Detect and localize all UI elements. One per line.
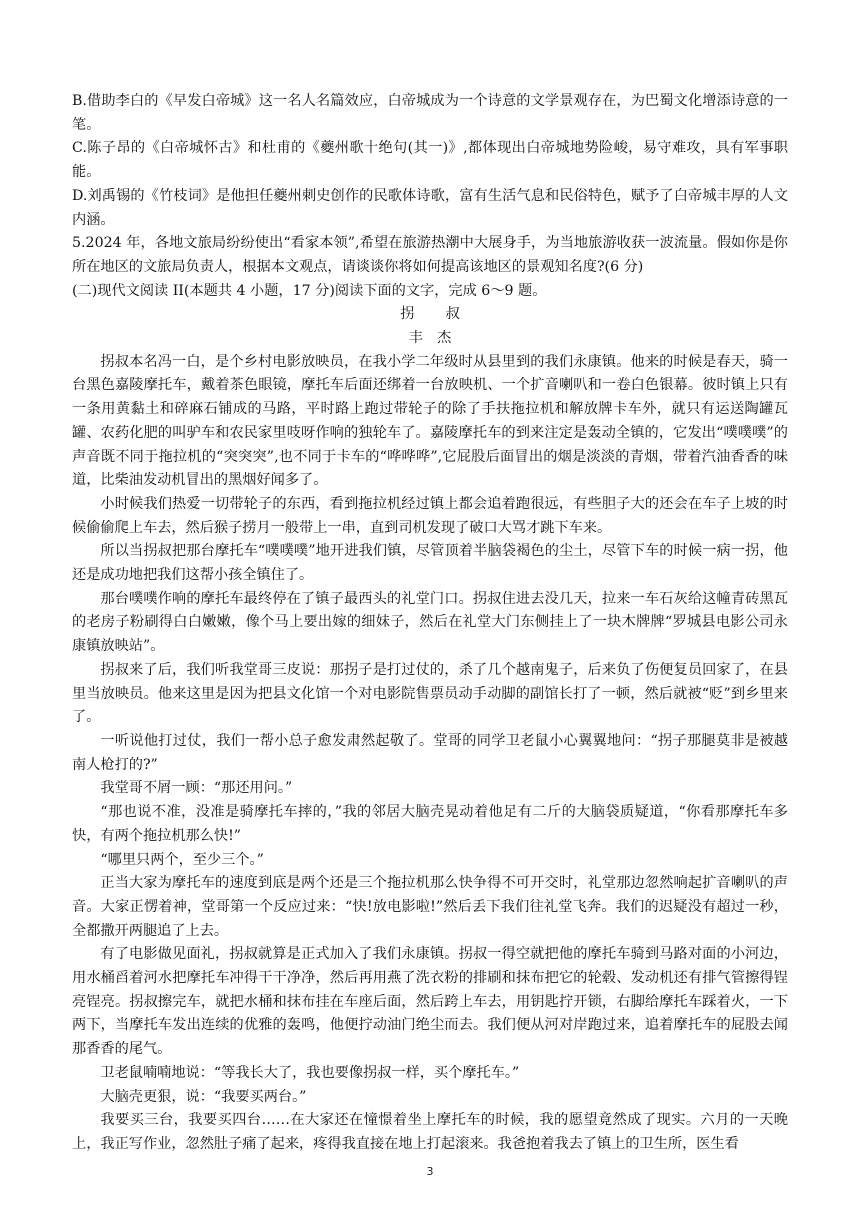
page-number: 3	[426, 1165, 434, 1178]
article-paragraph: 拐叔来了后，我们听我堂哥三皮说：那拐子是打过仗的，杀了几个越南鬼子，后来负了伤便复员回家了，在县里当放映员。他来这里是因为把县文化馆一个对电影院售票员动手动脚的副馆长打了一顿，然后就被“贬”到乡里来了。	[72, 661, 788, 726]
article-author: 丰杰	[408, 330, 466, 347]
article-paragraph: 小时候我们热爱一切带轮子的东西，看到拖拉机经过镇上都会追着跑很远，有些胆子大的还会在车子上坡的时候偷偷爬上车去，然后猴子捞月一般带上一串，直到司机发现了破口大骂才跳下车来。	[72, 495, 788, 536]
article-paragraph: 拐叔本名冯一白，是个乡村电影放映员，在我小学二年级时从县里到的我们永康镇。他来的时候是春天，骑一台黑色嘉陵摩托车，戴着茶色眼镜，摩托车后面还绑着一台放映机、一个扩音喇叭和一卷白色银幕。彼时镇上只有一条用黄黏土和碎麻石铺成的马路，平时路上跑过带轮子的除了手扶拖拉机和解放牌卡车外，就只有运送陶罐瓦罐、农药化肥的叫驴车和农民家里吱呀作响的独轮车了。嘉陵摩托车的到来注定是轰动全镇的，它发出“噗噗噗”的声音既不同于拖拉机的“突突突”,也不同于卡车的“哗哗哗”,它屁股后面冒出的烟是淡淡的青烟，带着汽油香香的味道，比柴油发动机冒出的黑烟好闻多了。	[72, 353, 788, 489]
answer-option-d: D.刘禹锡的《竹枝词》是他担任夔州刺史创作的民歌体诗歌，富有生活气息和民俗特色，赋予了白帝城丰厚的人文内涵。	[72, 187, 788, 228]
article-paragraph: 我要买三台，我要买四台……在大家还在憧憬着坐上摩托车的时候，我的愿望竟然成了现实。六月的一天晚上，我正写作业，忽然肚子痛了起来，疼得我直接在地上打起滚来。我爸抱着我去了镇上的卫生所，医生看	[72, 1112, 788, 1152]
article-paragraph: 有了电影做见面礼，拐叔就算是正式加入了我们永康镇。拐叔一得空就把他的摩托车骑到马路对面的小河边，用水桶舀着河水把摩托车冲得干干净净，然后再用燕了洗衣粉的排刷和抹布把它的轮毂、发动机还有排气管擦得锃亮锃亮。拐叔擦完车，就把水桶和抹布挂在车座后面，然后跨上车去，用钥匙拧开锁，右脚给摩托车踩着火，一下两下，当摩托车发出连续的优雅的轰鸣，他便拧动油门绝尘而去。我们便从河对岸跑过来，追着摩托车的屁股去闻那香香的尾气。	[72, 946, 788, 1058]
article-paragraph: 一听说他打过仗，我们一帮小总子愈发肃然起敬了。堂哥的同学卫老鼠小心翼翼地问：“拐子那腿莫非是被越南人枪打的?”	[72, 732, 788, 773]
article-title: 拐叔	[400, 306, 492, 323]
article-paragraph: “哪里只两个，至少三个。”	[100, 851, 264, 868]
answer-option-b: B.借助李白的《早发白帝城》这一名人名篇效应，白帝城成为一个诗意的文学景观存在，为巴蜀文化增添诗意的一笔。	[72, 93, 788, 133]
article-paragraph: 所以当拐叔把那台摩托车“噗噗噗”地开进我们镇，尽管顶着半脑袋褐色的尘土，尽管下车的时候一病一拐，他还是成功地把我们这帮小孩全镇住了。	[72, 543, 788, 584]
article-paragraph: 那台噗噗作响的摩托车最终停在了镇子最西头的礼堂门口。拐叔住进去没几天，拉来一车石灰给这幢青砖黑瓦的老房子粉刷得白白嫩嫩，像个马上要出嫁的细妹子，然后在礼堂大门东侧挂上了一块木牌牌“罗城县电影公司永康镇放映站”。	[72, 590, 788, 655]
section-heading: (二)现代文阅读 II(本题共 4 小题，17 分)阅读下面的文字，完成 6～9 题。	[72, 282, 547, 299]
article-paragraph: “那也说不准，没准是骑摩托车摔的，”我的邻居大脑壳晃动着他足有二斤的大脑袋质疑道，“你看那摩托车多快，有两个拖拉机那么快!”	[72, 804, 788, 844]
question-5: 5.2024 年，各地文旅局纷纷使出“看家本领”,希望在旅游热潮中大展身手，为当地旅游收获一波流量。假如你是你所在地区的文旅局负责人，根据本文观点，请谈谈你将如何提高该地区的景观知名度?(6 分)	[72, 235, 788, 275]
article-paragraph: 我堂哥不屑一顾：“那还用问。”	[100, 780, 293, 797]
answer-option-c: C.陈子昂的《白帝城怀古》和杜甫的《夔州歌十绝句(其一)》,都体现出白帝城地势险峻，易守难攻，具有军事职能。	[72, 140, 788, 181]
article-paragraph: 正当大家为摩托车的速度到底是两个还是三个拖拉机那么快争得不可开交时，礼堂那边忽然响起扩音喇叭的声音。大家正愣着神，堂哥第一个反应过来：“快!放电影啦!”然后丢下我们往礼堂飞奔。我们的迟疑没有超过一秒，全都撒开两腿追了上去。	[72, 875, 788, 939]
document-page	[72, 90, 788, 1157]
article-paragraph: 大脑壳更狠，说：“我要买两台。”	[100, 1088, 307, 1105]
article-paragraph: 卫老鼠喃喃地说：“等我长大了，我也要像拐叔一样，买个摩托车。”	[100, 1064, 520, 1081]
